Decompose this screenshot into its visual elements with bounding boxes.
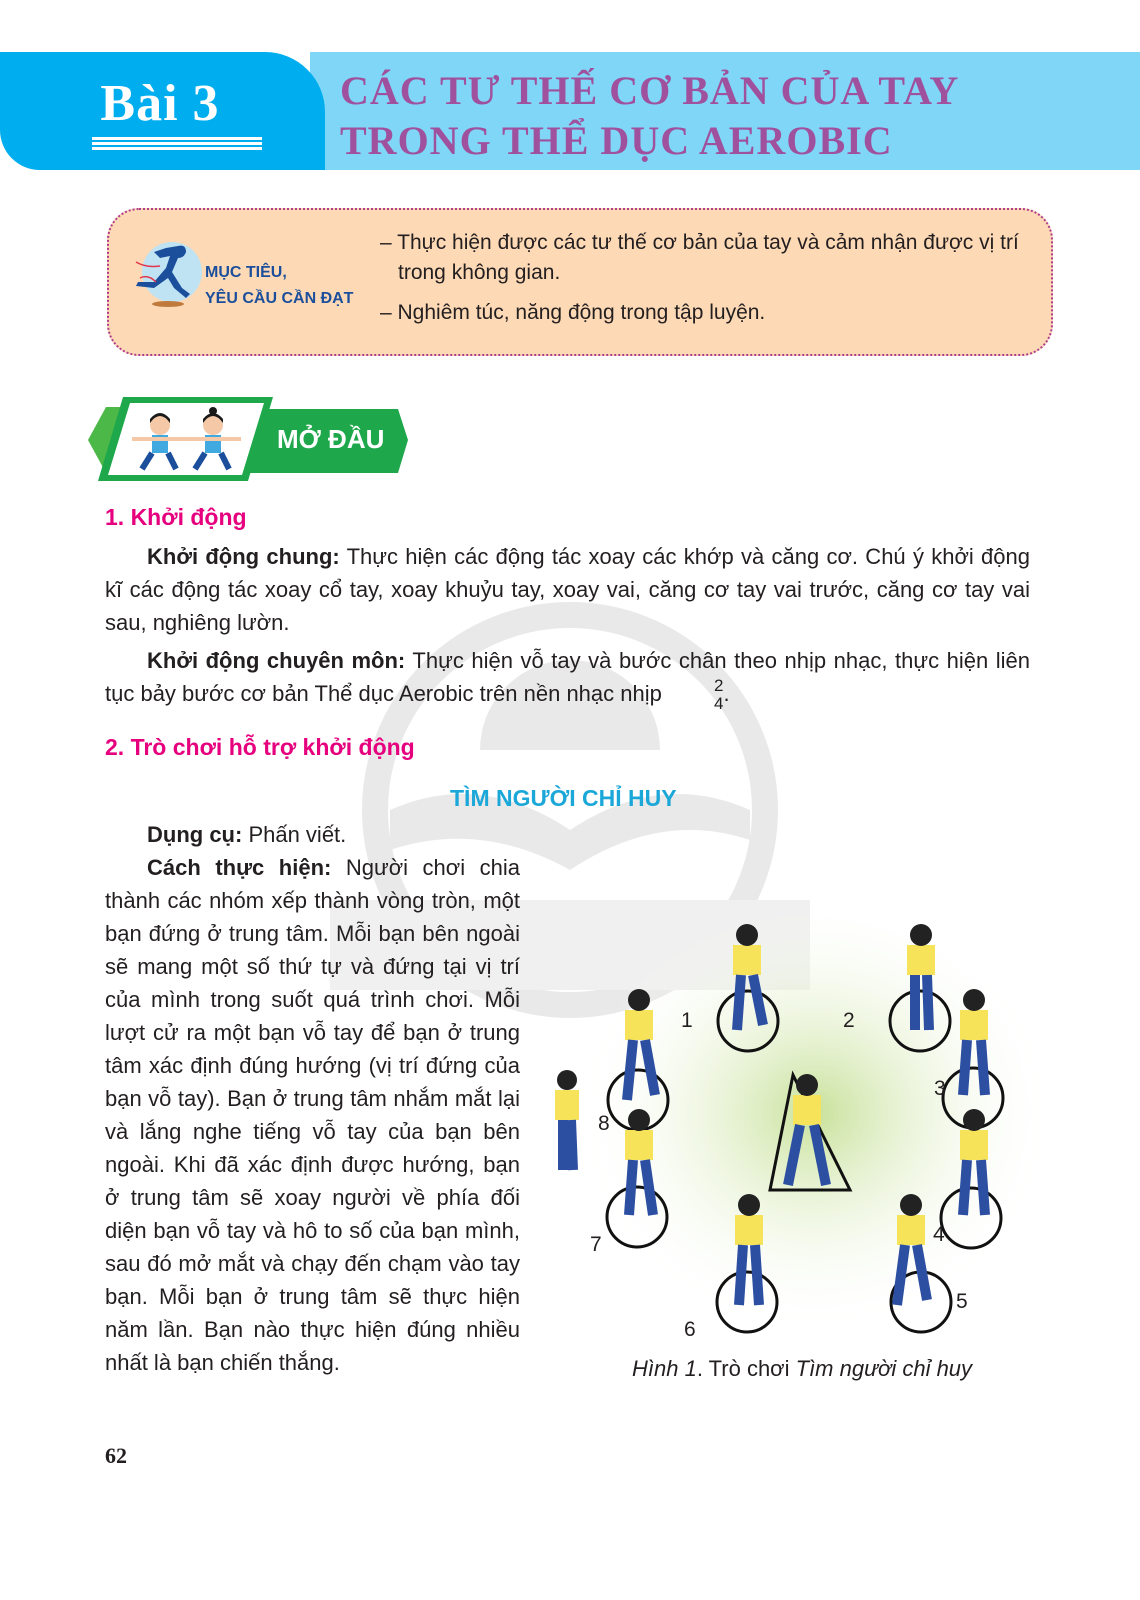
lesson-title [340,66,959,166]
game-tools-paragraph: Dụng cụ: Phấn viết. [147,822,347,847]
running-figure-icon [128,238,208,310]
objective-item: – Thực hiện được các tư thế cơ bản của tay và cảm nhận được vị trí trong không gian. [380,231,1019,284]
position-7-label: 7 [590,1233,602,1256]
warmup-general-paragraph: Khởi động chung: Thực hiện các động tác xoay các khớp và căng cơ. Chú ý khởi động kĩ các động tác xoay cổ tay, xoay khuỷu tay, xoay vai, căng cơ tay vai trước, căng cơ tay vai sau, nghiêng lườn. [105,544,1030,635]
game-title: TÌM NGƯỜI CHỈ HUY [450,785,677,811]
warmup-specific-paragraph: Khởi động chuyên môn: Thực hiện vỗ tay và bước chân theo nhịp nhạc, thực hiện liên tục bảy bước cơ bản Thể dục Aerobic trên nền nhạc nhịp 2 4 . [105,648,1030,714]
position-6-label: 6 [684,1318,696,1341]
position-2-label: 2 [843,1009,855,1032]
section-2-heading: 2. Trò chơi hỗ trợ khởi động [105,734,415,760]
position-5-label: 5 [956,1290,968,1313]
figure-caption: Hình 1. Trò chơi Tìm người chỉ huy [632,1356,973,1381]
objectives-label: MỤC TIÊU, YÊU CẦU CẦN ĐẠT [205,264,354,307]
lesson-number: Bài 3 [100,75,220,132]
time-signature-fraction: 2 4 [713,676,724,714]
title-line-1: CÁC TƯ THẾ CƠ BẢN CỦA TAY [340,68,960,113]
section-1-heading: 1. Khởi động [105,504,247,530]
position-3-label: 3 [934,1077,946,1100]
objective-item: – Nghiêm túc, năng động trong tập luyện. [380,301,766,324]
title-line-2: TRONG THỂ DỤC AEROBIC [340,118,893,163]
game-method-paragraph: Cách thực hiện: Người chơi chia thành các nhóm xếp thành vòng tròn, một bạn đứng ở trung tâm. Mỗi bạn bên ngoài sẽ mang một số thứ tự và đứng tại vị trí của mình trong suốt quá trình chơi. Mỗi lượt cử ra một bạn vỗ tay để bạn ở trung tâm xác định đúng hướng (vị trí đứng của bạn vỗ tay). Bạn ở trung tâm nhắm mắt lại và lắng nghe tiếng vỗ tay của bạn bên ngoài. Khi đã xác định được hướng, bạn ở trung tâm sẽ xoay người về phía đối diện bạn vỗ tay và hô to số của bạn mình, sau đó mở mắt và chạy đến chạm vào tay bạn. Mỗi bạn ở trung tâm sẽ thực hiện năm lần. Bạn nào thực hiện đúng nhiều nhất là bạn chiến thắng. [105,855,520,1375]
game-figure-illustration [545,915,1045,1355]
objectives-list [380,228,1020,338]
lesson-underline [92,137,262,149]
position-1-label: 1 [681,1009,693,1032]
intro-badge-label: MỞ ĐẦU [277,424,385,454]
position-4-label: 4 [933,1223,945,1246]
position-8-label: 8 [598,1112,610,1135]
page-number: 62 [105,1443,127,1468]
